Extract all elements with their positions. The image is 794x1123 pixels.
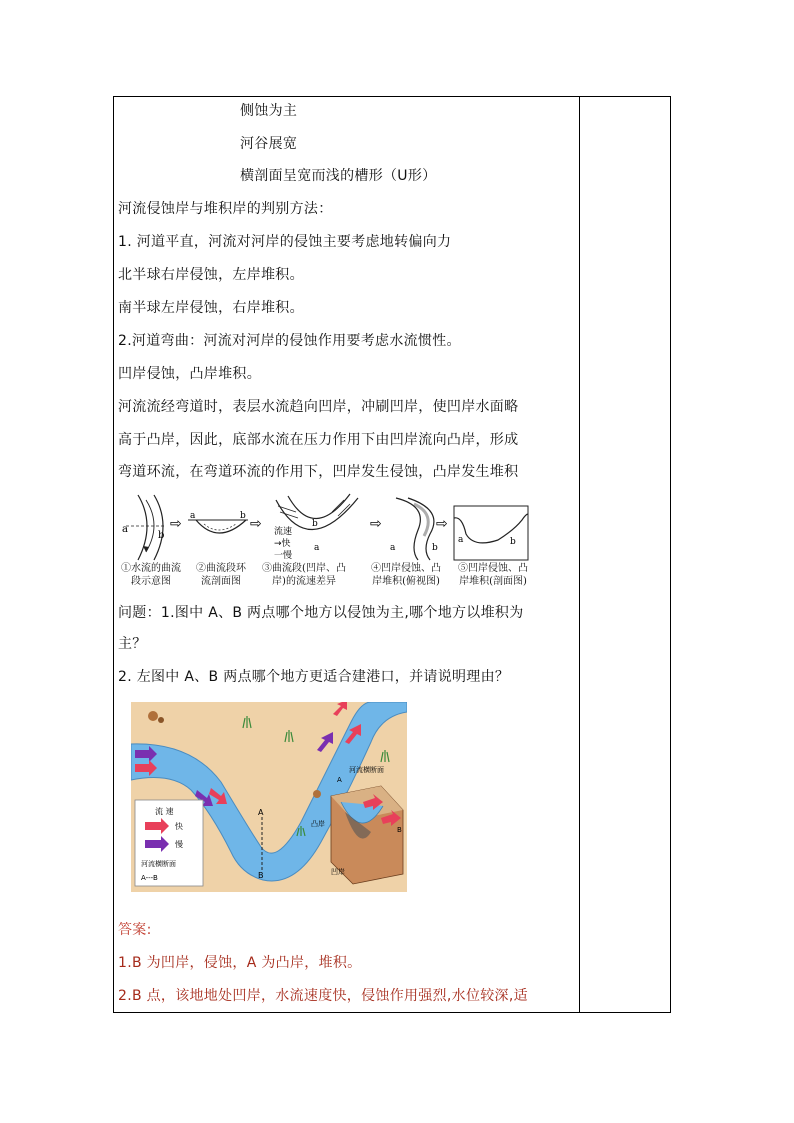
text-line: 2.河道弯曲：河流对河岸的侵蚀作用要考虑水流惯性。: [118, 333, 461, 349]
legend-fast: 快: [175, 822, 183, 831]
caption-2: [186, 562, 256, 588]
label-b: b: [510, 537, 516, 547]
text-line: 1. 河道平直，河流对河岸的侵蚀主要考虑地转偏向力: [118, 234, 452, 250]
speed-label: 流速: [274, 527, 293, 537]
text-line: 侧蚀为主: [240, 103, 298, 119]
diagram-4: [390, 498, 438, 560]
cross-b: B: [397, 826, 402, 834]
river-bend-map: [131, 702, 407, 892]
speed-slow: 一慢: [274, 551, 293, 561]
text-line: 河流流经弯道时，表层水流趋向凹岸，冲刷凹岸，使凹岸水面略: [118, 399, 519, 415]
caption-line: 岸)的流速差异: [272, 576, 336, 587]
diagram-5: [454, 506, 528, 560]
label-a: a: [314, 543, 320, 553]
text-line: 弯道环流，在弯道环流的作用下，凹岸发生侵蚀，凸岸发生堆积: [118, 464, 519, 480]
caption-line: ④凹岸侵蚀、凸: [371, 563, 441, 574]
text-line: 横剖面呈宽而浅的槽形（U形）: [240, 168, 437, 184]
arrow-icon: ⇨: [370, 516, 382, 532]
text-line: 南半球左岸侵蚀，右岸堆积。: [118, 300, 304, 316]
concave-bank-label: 凹岸: [331, 868, 345, 876]
caption-4: [366, 562, 446, 588]
label-a: a: [122, 524, 128, 535]
caption-1: [116, 562, 186, 588]
table-column-divider: [579, 96, 580, 1013]
caption-line: ⑤凹岸侵蚀、凸: [458, 563, 528, 574]
text-line: 凹岸侵蚀，凸岸堆积。: [118, 366, 261, 382]
label-a: a: [190, 511, 196, 521]
question-1-line1: 问题：1.图中 A、B 两点哪个地方以侵蚀为主,哪个地方以堆积为: [118, 605, 524, 621]
diagram-1: [122, 495, 166, 560]
caption-3: [254, 562, 354, 588]
caption-5: [452, 562, 534, 588]
label-b: b: [240, 511, 246, 521]
convex-bank-label: 凸岸: [311, 820, 325, 828]
answer-heading: 答案:: [118, 922, 152, 938]
speed-fast: →快: [274, 539, 291, 549]
caption-line: ①水流的曲流: [121, 563, 181, 574]
legend-section: 河流横断面: [141, 860, 176, 868]
label-b: b: [312, 519, 318, 529]
label-b: b: [432, 543, 438, 553]
legend-ab: A---B: [141, 874, 158, 882]
answer-1: 1.B 为凹岸，侵蚀，A 为凸岸，堆积。: [118, 955, 362, 971]
caption-line: 段示意图: [131, 576, 171, 587]
legend-title: 流 速: [155, 807, 174, 816]
legend: [135, 800, 203, 886]
label-a: a: [390, 543, 396, 553]
label-a: a: [458, 535, 464, 545]
caption-line: ②曲流段环: [196, 563, 246, 574]
point-b-label: B: [258, 871, 264, 880]
question-2: 2. 左图中 A、B 两点哪个地方更适合建港口，并请说明理由？: [118, 669, 510, 685]
cross-title: 河流横断面: [349, 766, 384, 774]
legend-slow: 慢: [175, 840, 183, 849]
text-line: 河谷展宽: [240, 136, 298, 152]
text-line: 北半球右岸侵蚀，左岸堆积。: [118, 267, 304, 283]
caption-line: 流剖面图: [201, 576, 241, 587]
point-a-label: A: [258, 808, 264, 817]
question-1-line2: 主？: [118, 636, 147, 652]
diagram-2: [188, 511, 248, 533]
arrow-icon: ⇨: [170, 516, 182, 532]
caption-line: ③曲流段(凹岸、凸: [262, 563, 346, 574]
text-line: 高于凸岸，因此，底部水流在压力作用下由凹岸流向凸岸，形成: [118, 432, 519, 448]
meander-diagrams: [118, 490, 578, 562]
text-line: 河流侵蚀岸与堆积岸的判别方法：: [118, 201, 333, 217]
arrow-icon: ⇨: [250, 516, 262, 532]
diagram-3: [274, 494, 358, 561]
arrow-icon: ⇨: [436, 516, 448, 532]
cross-a: A: [337, 776, 342, 784]
label-b: b: [158, 530, 165, 541]
caption-line: 岸堆积(俯视图): [372, 576, 440, 587]
caption-line: 岸堆积(剖面图): [459, 576, 527, 587]
answer-2: 2.B 点，该地地处凹岸，水流速度快，侵蚀作用强烈,水位较深,适: [118, 988, 528, 1004]
